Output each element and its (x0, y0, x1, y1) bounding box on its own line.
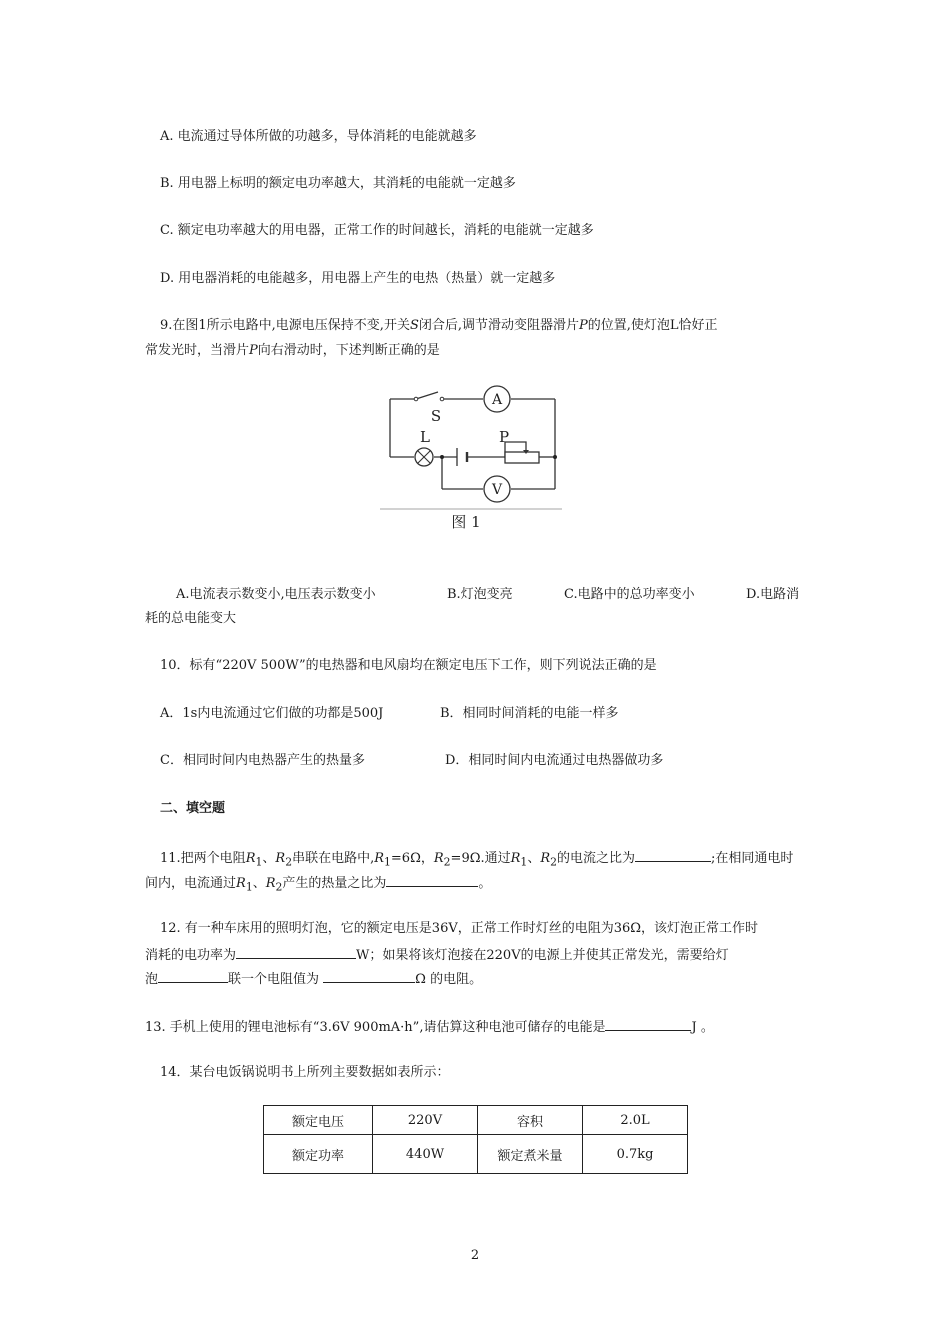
switch-blade (416, 392, 438, 399)
junction-dot (553, 455, 557, 459)
table-cell: 额定功率 (264, 1135, 373, 1174)
answer-blank[interactable] (236, 944, 356, 959)
q8-option-d: D. 用电器消耗的电能越多，用电器上产生的电热（热量）就一定越多 (160, 271, 556, 286)
q9-option-d: D.电路消 (746, 587, 800, 602)
table-cell: 2.0L (583, 1106, 688, 1135)
page-number: 2 (470, 1248, 480, 1263)
q10-option-d: D．相同时间内电流通过电热器做功多 (445, 753, 664, 768)
section-title: 二、填空题 (160, 801, 226, 816)
q12-line1: 12. 有一种车床用的照明灯泡，它的额定电压是36V，正常工作时灯丝的电阻为36Ω，该灯泡正常工作时 (160, 921, 759, 936)
label-s: S (430, 407, 442, 425)
answer-blank[interactable] (605, 1016, 691, 1031)
q9-stem-line2: 常发光时，当滑片P向右滑动时，下述判断正确的是 (145, 343, 440, 358)
table-row (264, 1106, 688, 1135)
q11-line1: 11.把两个电阻$R_1$、$R_2$串联在电路中$,R_1=6\Omega$，$R_2=9\Omega$.通过$R_1$、$R_2$的电流之比为 ;在相同通电时 (160, 847, 793, 872)
q10-option-b: B．相同时间消耗的电能一样多 (440, 706, 619, 721)
q13-line: 13. 手机上使用的锂电池标有“3.6V 900mA·h”,请估算这种电池可储存的电能是 J 。 (145, 1016, 714, 1037)
q8-option-a: A. 电流通过导体所做的功越多，导体消耗的电能就越多 (160, 129, 477, 144)
table-cell: 220V (373, 1106, 478, 1135)
q9-option-a: A.电流表示数变小,电压表示数变小 (176, 587, 376, 602)
q9-stem-line1: 9.在图1所示电路中,电源电压保持不变,开关S闭合后,调节滑动变阻器滑片P的位置,使灯泡L恰好正 (160, 318, 718, 333)
q10-option-c: C．相同时间内电热器产生的热量多 (160, 753, 365, 768)
q9-option-b: B.灯泡变亮 (447, 587, 513, 602)
q9-option-c: C.电路中的总功率变小 (564, 587, 695, 602)
junction-dot (440, 455, 444, 459)
rheostat-symbol (505, 452, 539, 463)
q8-option-c: C. 额定电功率越大的用电器，正常工作的时间越长，消耗的电能就一定越多 (160, 223, 594, 238)
figure-caption: 图 1 (451, 513, 481, 531)
spec-table (263, 1105, 688, 1174)
q12-line2: 消耗的电功率为 W；如果将该灯泡接在220V的电源上并使其正常发光，需要给灯 (145, 944, 729, 965)
table-cell: 额定电压 (264, 1106, 373, 1135)
answer-blank[interactable] (386, 872, 478, 887)
table-cell: 0.7kg (583, 1135, 688, 1174)
q8-option-b: B. 用电器上标明的额定电功率越大，其消耗的电能就一定越多 (160, 176, 516, 191)
q10-option-a: A．1s内电流通过它们做的功都是500J (160, 706, 384, 721)
table-cell: 容积 (478, 1106, 583, 1135)
label-l: L (420, 428, 430, 446)
switch-contact-left (414, 397, 418, 401)
q11-line2: 间内，电流通过$R_1$、$R_2$产生的热量之比为 。 (145, 872, 491, 897)
svg-text:A: A (491, 392, 503, 408)
answer-blank[interactable] (635, 847, 711, 862)
answer-blank[interactable] (158, 968, 228, 983)
table-row (264, 1135, 688, 1174)
label-p: P (498, 428, 510, 446)
table-cell: 额定煮米量 (478, 1135, 583, 1174)
q10-stem: 10．标有“220V 500W”的电热器和电风扇均在额定电压下工作，则下列说法正确的是 (160, 658, 657, 673)
switch-contact-right (440, 397, 444, 401)
q14-stem: 14．某台电饭锅说明书上所列主要数据如表所示： (160, 1065, 450, 1080)
voltmeter-symbol (484, 476, 510, 502)
circuit-diagram (380, 382, 580, 542)
ammeter-symbol (484, 386, 510, 412)
table-cell: 440W (373, 1135, 478, 1174)
lamp-symbol (415, 448, 433, 466)
answer-blank[interactable] (323, 968, 415, 983)
q12-line3: 泡 联一个电阻值为 Ω 的电阻。 (145, 968, 482, 989)
q9-option-d-cont: 耗的总电能变大 (145, 611, 237, 626)
battery-symbol (457, 448, 467, 466)
svg-text:V: V (491, 482, 503, 498)
